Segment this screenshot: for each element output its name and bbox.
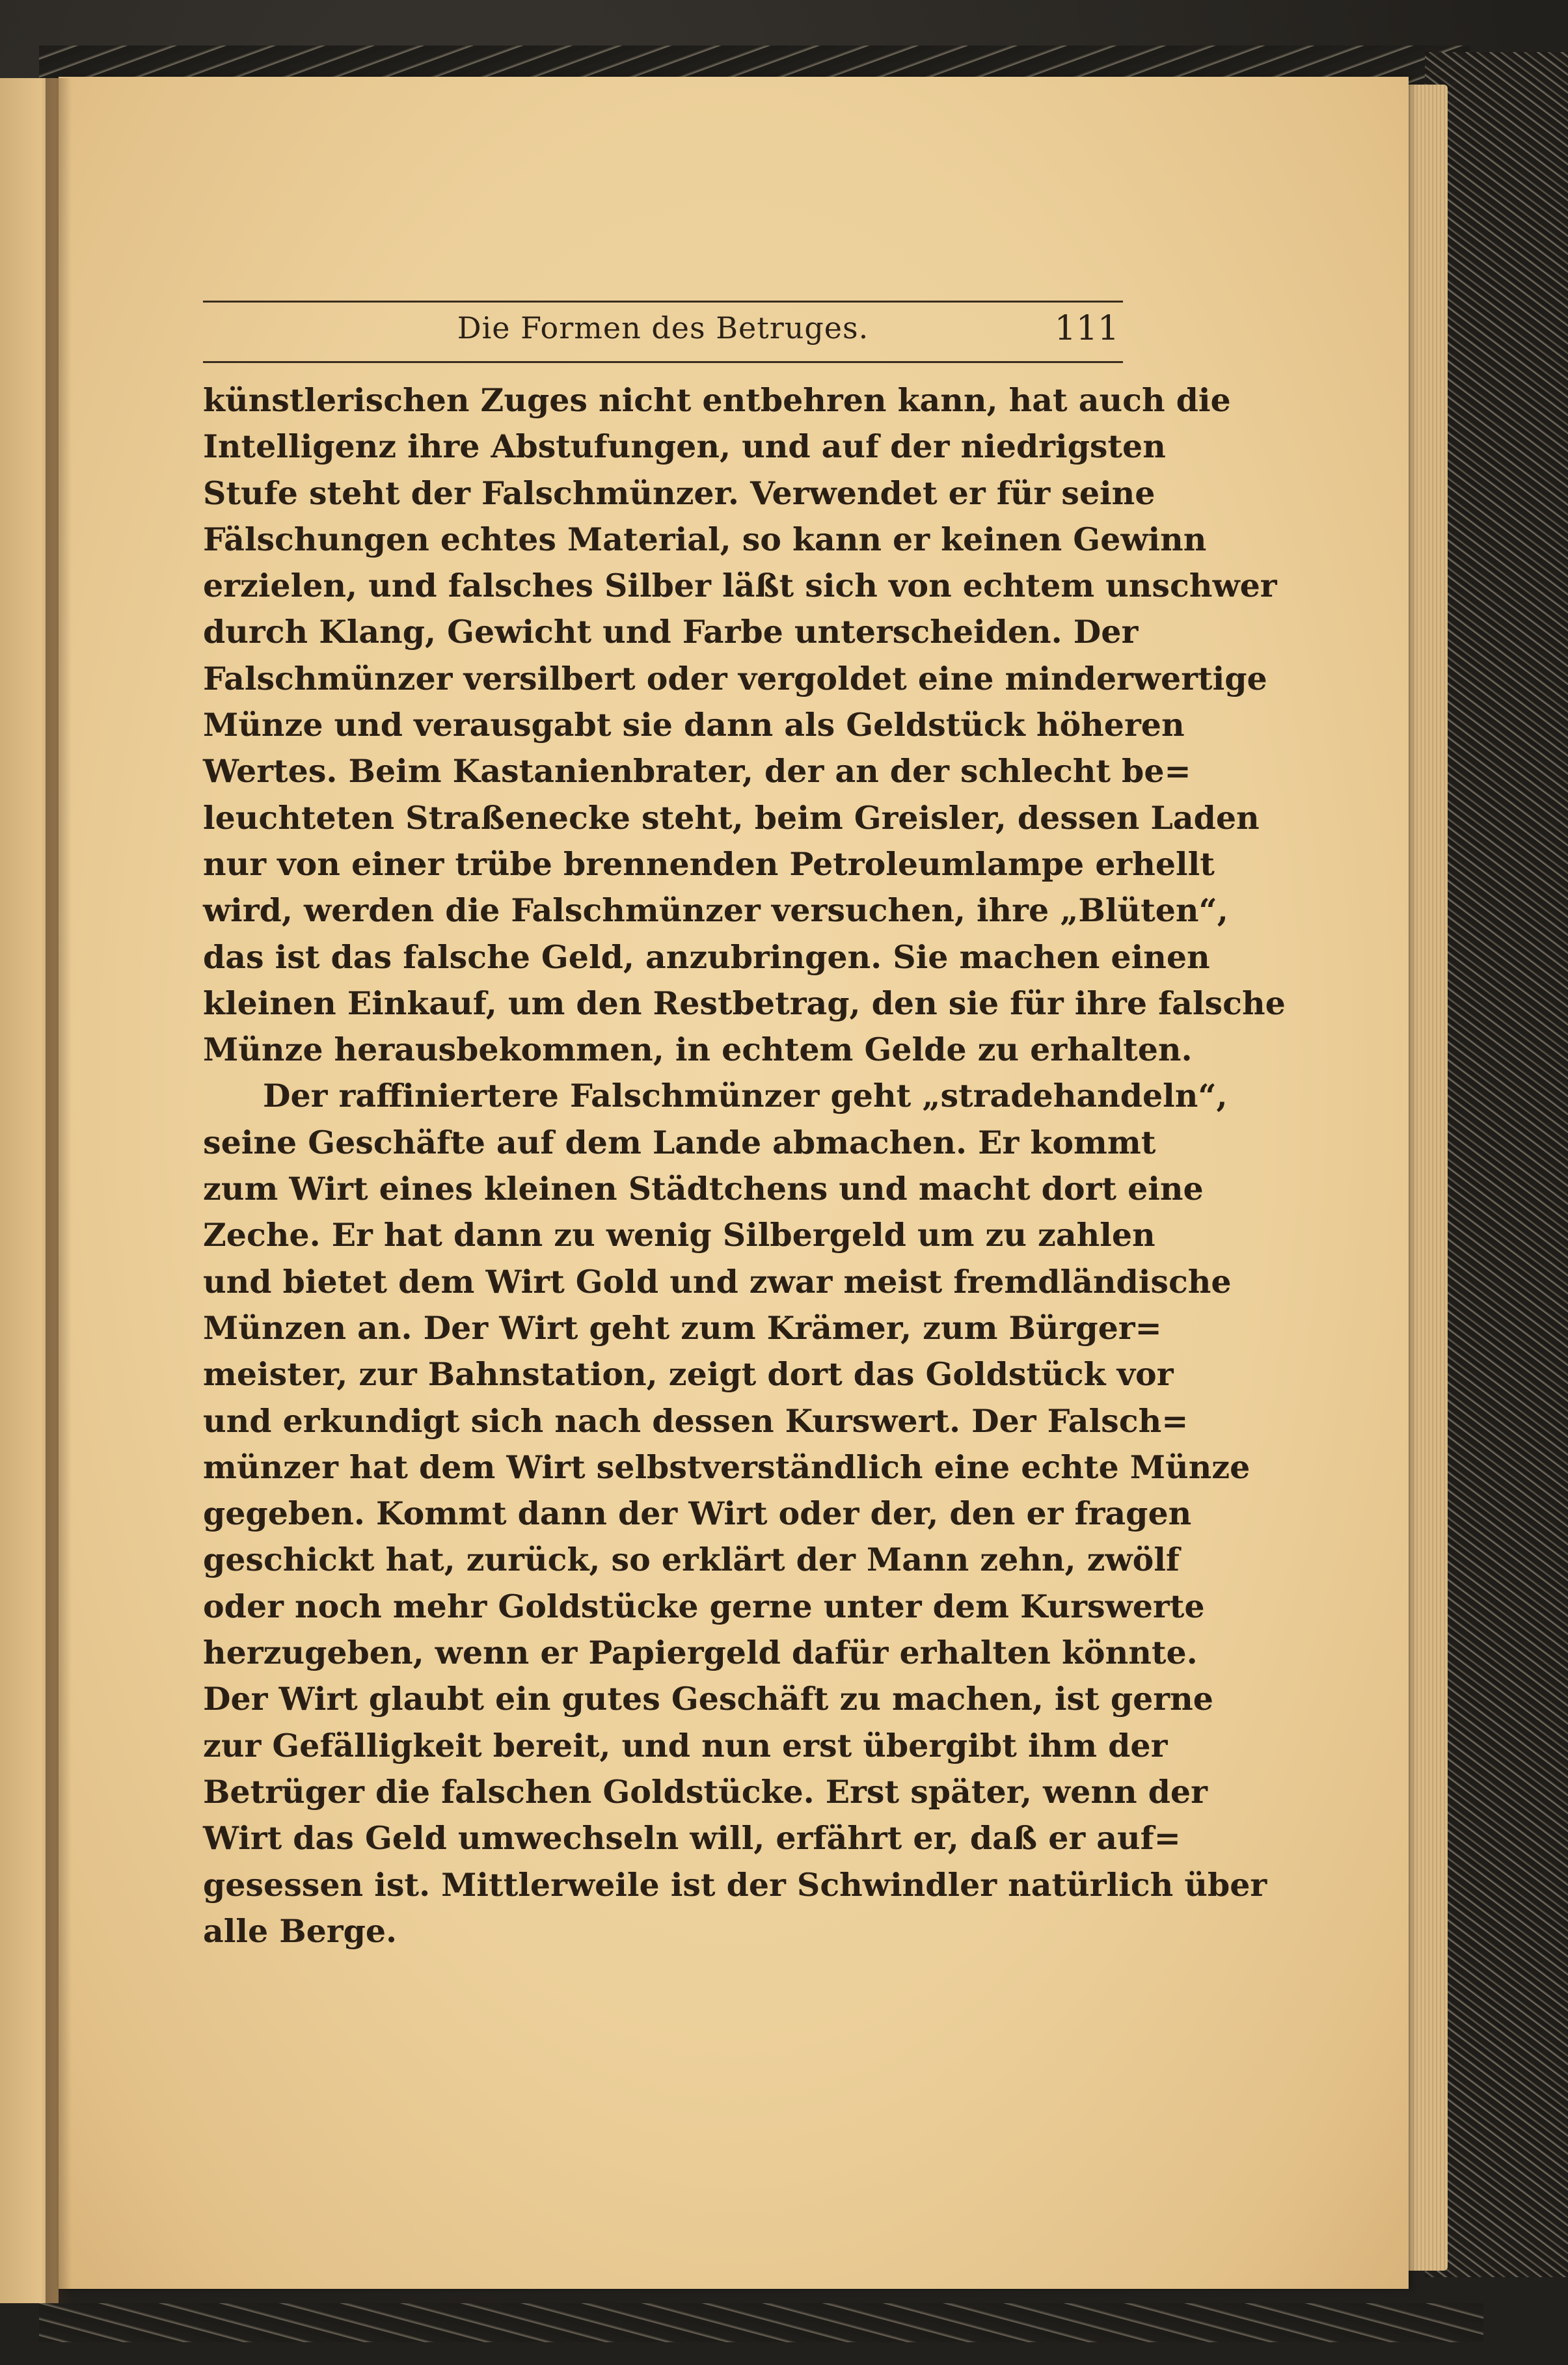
text-line: künstlerischen Zuges nicht entbehren kann, hat auch die xyxy=(203,381,1231,419)
text-line: Falschmünzer versilbert oder vergoldet eine minderwertige xyxy=(203,659,1267,697)
text-line: herzugeben, wenn er Papiergeld dafür erhalten könnte. xyxy=(203,1634,1198,1672)
text-line: Intelligenz ihre Abstufungen, und auf der niedrigsten xyxy=(203,427,1166,466)
text-line: erzielen, und falsches Silber läßt sich von echtem unschwer xyxy=(203,567,1277,605)
text-line: Wirt das Geld umwechseln will, erfährt er, daß er auf= xyxy=(203,1819,1181,1858)
text-line: gesessen ist. Mittlerweile ist der Schwindler natürlich über xyxy=(203,1865,1267,1904)
page-gutter-shadow xyxy=(46,78,72,2303)
text-line: durch Klang, Gewicht und Farbe unterscheiden. Der xyxy=(203,613,1139,651)
marbled-cover-bottom xyxy=(39,2303,1483,2342)
text-line: meister, zur Bahnstation, zeigt dort das Goldstück vor xyxy=(203,1355,1174,1394)
text-line: leuchteten Straßenecke steht, beim Greisler, dessen Laden xyxy=(203,798,1260,837)
running-header xyxy=(203,301,1123,363)
text-line: Fälschungen echtes Material, so kann er keinen Gewinn xyxy=(203,520,1207,558)
text-line: und bietet dem Wirt Gold und zwar meist fremdländische xyxy=(203,1262,1232,1301)
text-line: gegeben. Kommt dann der Wirt oder der, den er fragen xyxy=(203,1494,1192,1533)
text-line: kleinen Einkauf, um den Restbetrag, den sie für ihre falsche xyxy=(203,984,1286,1022)
text-line: Stufe steht der Falschmünzer. Verwendet er für seine xyxy=(203,474,1156,512)
running-title: Die Formen des Betruges. xyxy=(457,310,869,345)
page-number: 111 xyxy=(1054,309,1119,348)
body-text xyxy=(203,377,1286,1954)
text-line: Münzen an. Der Wirt geht zum Krämer, zum Bürger= xyxy=(203,1308,1162,1347)
text-line: wird, werden die Falschmünzer versuchen, ihre „Blüten“, xyxy=(203,891,1228,930)
text-line: Zeche. Er hat dann zu wenig Silbergeld um zu zahlen xyxy=(203,1216,1156,1254)
text-line: alle Berge. xyxy=(203,1912,398,1950)
text-line: Münze und verausgabt sie dann als Geldstück höheren xyxy=(203,706,1185,744)
text-line: Münze herausbekommen, in echtem Gelde zu erhalten. xyxy=(203,1031,1193,1069)
text-line: geschickt hat, zurück, so erklärt der Mann zehn, zwölf xyxy=(203,1541,1180,1579)
text-line: und erkundigt sich nach dessen Kurswert. Der Falsch= xyxy=(203,1401,1189,1440)
text-line: das ist das falsche Geld, anzubringen. Sie machen einen xyxy=(203,938,1210,976)
text-line: nur von einer trübe brennenden Petroleumlampe erhellt xyxy=(203,845,1215,883)
text-line: münzer hat dem Wirt selbstverständlich eine echte Münze xyxy=(203,1448,1250,1486)
text-line: Der raffiniertere Falschmünzer geht „stradehandeln“, xyxy=(263,1077,1228,1115)
text-line: Wertes. Beim Kastanienbrater, der an der schlecht be= xyxy=(203,752,1191,791)
text-line: Betrüger die falschen Goldstücke. Erst später, wenn der xyxy=(203,1772,1208,1811)
text-line: oder noch mehr Goldstücke gerne unter dem Kurswerte xyxy=(203,1587,1205,1625)
text-line: zum Wirt eines kleinen Städtchens und macht dort eine xyxy=(203,1170,1204,1208)
text-line: Der Wirt glaubt ein gutes Geschäft zu machen, ist gerne xyxy=(203,1680,1213,1718)
text-line: seine Geschäfte auf dem Lande abmachen. Er kommt xyxy=(203,1123,1156,1161)
text-line: zur Gefälligkeit bereit, und nun erst übergibt ihm der xyxy=(203,1726,1168,1764)
